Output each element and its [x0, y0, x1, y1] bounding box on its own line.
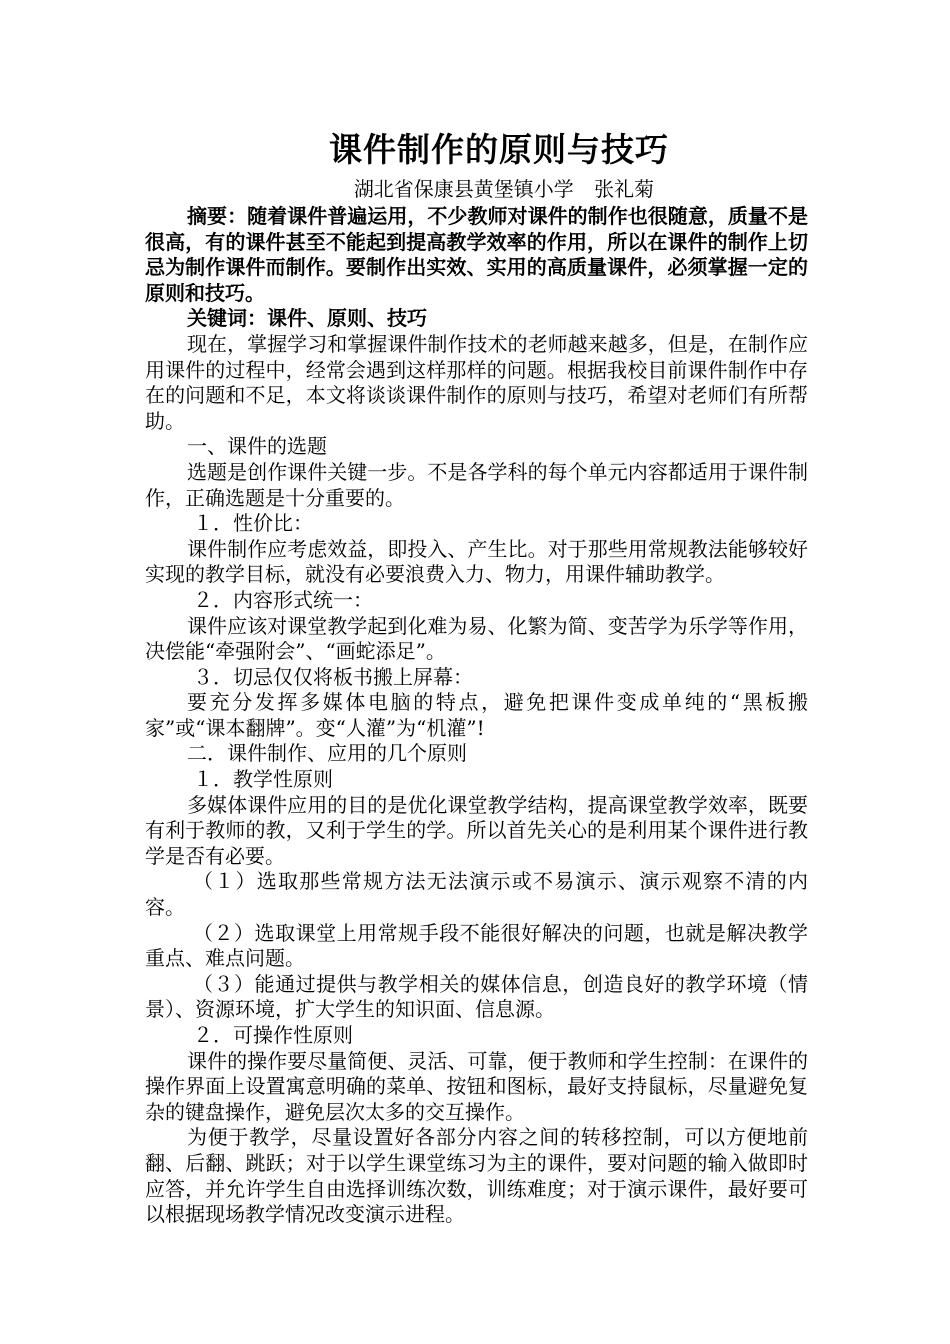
body-paragraph: 课件制作应考虑效益，即投入、产生比。对于那些用常规教法能够较好实现的教学目标，就没有必要浪费入力、物力，用课件辅助教学。 — [145, 536, 808, 587]
list-item: （２）选取课堂上用常规手段不能很好解决的问题，也就是解决教学重点、难点问题。 — [145, 920, 808, 971]
body-paragraph: 要充分发挥多媒体电脑的特点，避免把课件变成单纯的“黑板搬家”或“课本翻牌”。变“人灌”为“机灌”! — [145, 690, 808, 740]
abstract-paragraph: 摘要：随着课件普遍运用，不少教师对课件的制作也很随意，质量不是很高，有的课件甚至不能起到提高教学效率的作用，所以在课件的制作上切忌为制作课件而制作。要制作出实效、实用的高质量课件，必须掌握一定的原则和技巧。 — [145, 204, 808, 305]
document-page — [145, 126, 808, 1228]
subsection-heading: １．性价比： — [193, 511, 313, 536]
body-paragraph: 多媒体课件应用的目的是优化课堂教学结构，提高课堂教学效率，既要有利于教师的教，又利于学生的学。所以首先关心的是利用某个课件进行教学是否有必要。 — [145, 792, 808, 868]
body-paragraph: 为便于教学，尽量设置好各部分内容之间的转移控制，可以方便地前翻、后翻、跳跃；对于以学生课堂练习为主的课件，要对问题的输入做即时应答，并允许学生自由选择训练次数，训练难度；对于演示课件，最好要可以根据现场教学情况改变演示进程。 — [145, 1125, 808, 1227]
document-title: 课件制作的原则与技巧 — [329, 130, 669, 169]
body-paragraph: 课件的操作要尽量简便、灵活、可靠，便于教师和学生控制：在课件的操作界面上设置寓意明确的菜单、按钮和图标，最好支持鼠标，尽量避免复杂的键盘操作，避免层次太多的交互操作。 — [145, 1048, 808, 1124]
section-heading: 一、课件的选题 — [187, 434, 327, 459]
intro-paragraph: 现在，掌握学习和掌握课件制作技术的老师越来越多，但是，在制作应用课件的过程中，经常会遇到这样那样的问题。根据我校目前课件制作中存在的问题和不足，本文将谈谈课件制作的原则与技巧，希望对老师们有所帮助。 — [145, 331, 808, 433]
subsection-heading: ２．内容形式统一： — [193, 587, 373, 612]
author-line: 湖北省保康县黄堡镇小学 张礼菊 — [353, 177, 655, 201]
subsection-heading: １．教学性原则 — [193, 767, 333, 792]
subsection-heading: ３．切忌仅仅将板书搬上屏幕： — [193, 664, 473, 689]
list-item: （３）能通过提供与教学相关的媒体信息，创造良好的教学环境（情景）、资源环境，扩大学生的知识面、信息源。 — [145, 971, 808, 1022]
body-paragraph: 课件应该对课堂教学起到化难为易、化繁为简、变苦学为乐学等作用，决偿能“牵强附会”、“画蛇添足”。 — [145, 613, 808, 664]
body-paragraph: 选题是创作课件关键一步。不是各学科的每个单元内容都适用于课件制作，正确选题是十分重要的。 — [145, 459, 808, 510]
subsection-heading: ２．可操作性原则 — [193, 1023, 353, 1047]
keywords-paragraph: 关键词：课件、原则、技巧 — [187, 306, 427, 331]
list-item: （１）选取那些常规方法无法演示或不易演示、演示观察不清的内容。 — [145, 869, 808, 920]
section-heading: 二．课件制作、应用的几个原则 — [187, 741, 467, 766]
